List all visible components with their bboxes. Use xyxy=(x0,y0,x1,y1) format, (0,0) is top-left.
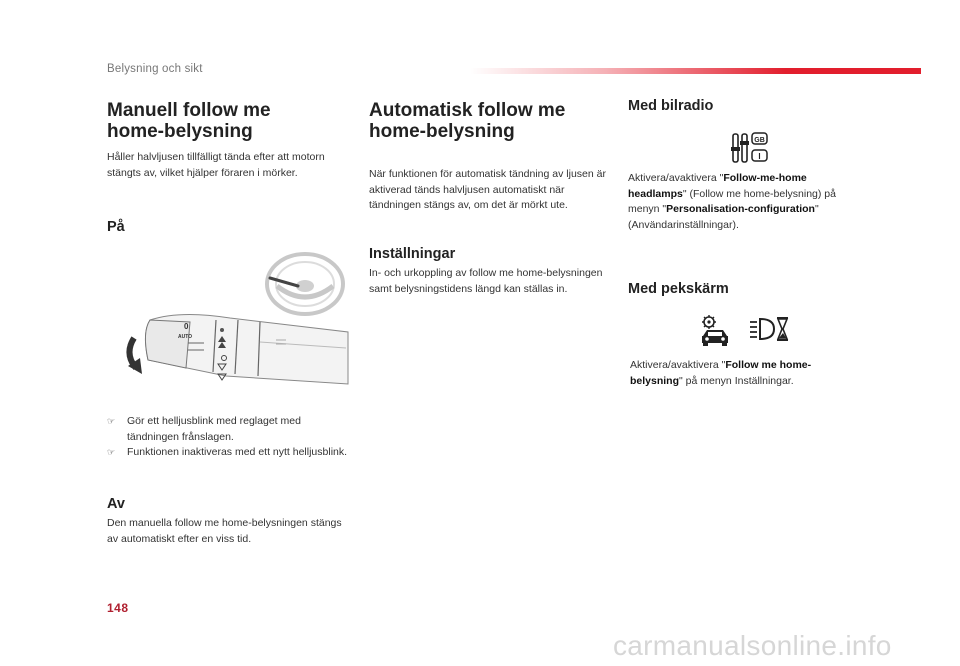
middle-title-line1: Automatisk follow me xyxy=(369,100,566,121)
stalk-lever xyxy=(145,314,348,384)
middle-title xyxy=(369,100,619,142)
settings-heading: Inställningar xyxy=(369,246,456,262)
radio-menu-name: Personalisation-configuration xyxy=(666,203,815,215)
bullet-arrow-icon: ☞ xyxy=(107,416,116,426)
light-stalk-illustration xyxy=(120,250,352,386)
touch-text: Aktivera/avaktivera "Follow me home-belysning" på menyn Inställningar. xyxy=(630,359,812,387)
bullet-arrow-icon: ☞ xyxy=(107,447,116,457)
steering-wheel-icon xyxy=(267,254,343,314)
stalk-zero-label: 0 xyxy=(184,322,189,331)
left-title xyxy=(107,100,367,142)
radio-menu-item: Follow-me-home headlamps xyxy=(628,172,807,200)
watermark: carmanualsonline.info xyxy=(613,630,892,661)
touch-heading: Med pekskärm xyxy=(628,281,729,297)
left-intro: Håller halvljusen tillfälligt tända efter att motorn stängts av, vilket hjälper föraren i mörker. xyxy=(107,151,325,179)
left-title-line1: Manuell follow me xyxy=(107,100,271,121)
off-text: Den manuella follow me home-belysningen stängs av automatiskt efter en viss tid. xyxy=(107,517,342,545)
radio-heading: Med bilradio xyxy=(628,98,714,114)
middle-title-line2: home-belysning xyxy=(369,121,515,142)
left-title-line2: home-belysning xyxy=(107,121,253,142)
header-accent-bar xyxy=(470,68,921,74)
list-item: ☞ Funktionen inaktiveras med ett nytt helljusblink. xyxy=(107,445,352,461)
list-item: ☞ Gör ett helljusblink med reglaget med tändningen frånslagen. xyxy=(107,415,301,443)
page-number: 148 xyxy=(107,601,129,615)
section-label: Belysning och sikt xyxy=(107,63,203,75)
on-heading: På xyxy=(107,219,125,235)
on-instructions xyxy=(107,414,352,461)
middle-intro: När funktionen för automatisk tändning av ljusen är aktiverad tänds halvljusen automatiskt när tändningen stängs av, om det är mörkt ute. xyxy=(369,168,606,211)
touch-menu-item: Follow me home-belysning xyxy=(630,359,812,387)
stalk-auto-label: AUTO xyxy=(178,334,193,340)
radio-icon-label-top: GB xyxy=(754,137,765,144)
flash-direction-arrow-icon xyxy=(128,338,142,374)
off-heading: Av xyxy=(107,496,125,512)
car-settings-icon xyxy=(699,314,731,346)
radio-settings-icon xyxy=(731,131,769,165)
radio-icon-label-bottom: I xyxy=(758,152,761,161)
headlamp-timer-icon xyxy=(748,316,790,342)
radio-text: Aktivera/avaktivera "Follow-me-home headlamps" (Follow me home-belysning) på menyn "Personalisation-configuration" (Användarinställningar). xyxy=(628,172,836,231)
settings-text: In- och urkoppling av follow me home-belysningen samt belysningstidens längd kan ställas in. xyxy=(369,267,603,295)
